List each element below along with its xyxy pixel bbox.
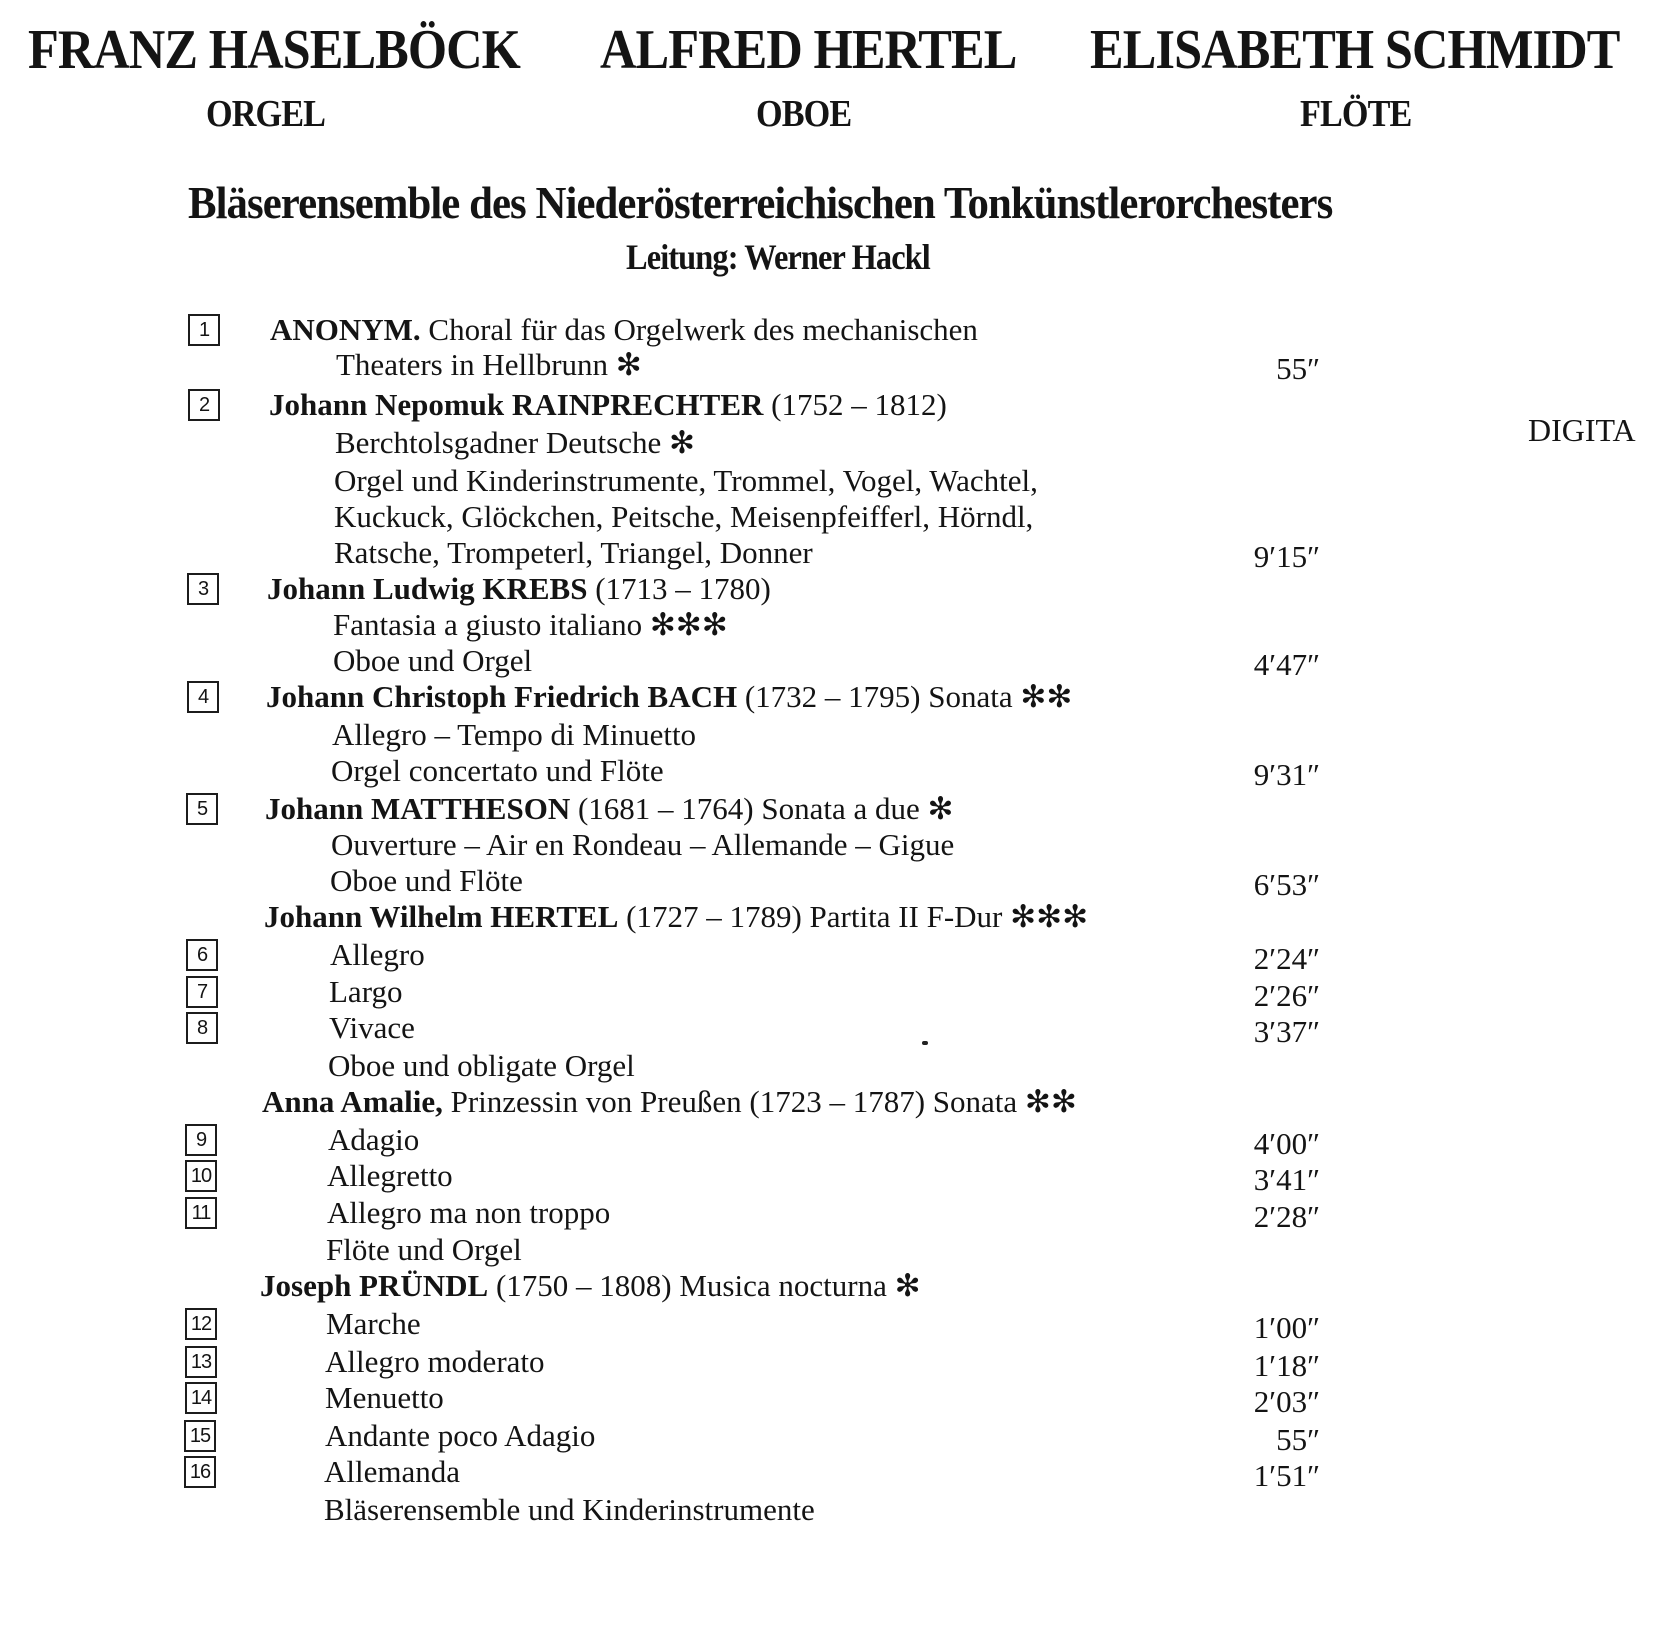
track-entry-line [267,571,771,607]
track-text: Andante poco Adagio [325,1418,596,1453]
track-detail-line [336,347,642,383]
track-duration: 9′31″ [1253,757,1320,792]
track-detail-line [326,1306,421,1342]
track-detail-line [328,1048,635,1084]
track-number-box: 10 [185,1160,217,1192]
track-number-box: 6 [186,939,218,971]
track-text: Fantasia a giusto italiano ✻✻✻ [333,607,728,642]
track-duration: 2′24″ [1253,941,1320,976]
track-text: Oboe und obligate Orgel [328,1048,635,1083]
track-text: Theaters in Hellbrunn ✻ [336,347,642,382]
track-duration: 1′51″ [1253,1458,1320,1493]
composer-name: Johann MATTHESON [265,791,571,826]
side-label: DIGITA [1528,412,1636,448]
track-number-box: 2 [188,389,220,421]
track-number-box: 12 [185,1308,217,1340]
artist-name-organ: FRANZ HASELBÖCK [28,19,520,81]
track-number-box: 15 [184,1420,216,1452]
track-text: Choral für das Orgelwerk des mechanischen [420,312,978,347]
conductor-line: Leitung: Werner Hackl [626,237,930,277]
track-text: Prinzessin von Preußen (1723 – 1787) Sonata ✻✻ [442,1084,1077,1119]
track-text: Kuckuck, Glöckchen, Peitsche, Meisenpfeifferl, Hörndl, [334,499,1034,534]
composer-name: Johann Wilhelm HERTEL [264,899,619,934]
track-number-box: 1 [188,314,220,346]
track-text: Berchtolsgadner Deutsche ✻ [335,425,695,460]
track-detail-line [326,1232,522,1268]
track-number-box: 4 [187,681,219,713]
track-number-box: 11 [185,1197,217,1229]
track-text: Allegro moderato [325,1344,545,1379]
track-entry-line [266,679,1072,715]
track-number-box: 7 [186,976,218,1008]
track-duration: 3′41″ [1253,1162,1320,1197]
track-text: (1681 – 1764) Sonata a due ✻ [570,791,954,826]
track-entry-line [269,387,947,423]
track-duration: 2′26″ [1253,978,1320,1013]
track-text: Allemanda [324,1454,461,1489]
track-text: (1752 – 1812) [763,387,947,422]
track-text: Allegro [330,937,425,972]
track-entry-line [262,1084,1077,1120]
track-entry-line [260,1268,921,1304]
track-detail-line [325,1418,595,1454]
composer-name: Joseph PRÜNDL [260,1268,489,1303]
print-speck [922,1041,928,1045]
track-text: Vivace [329,1010,415,1045]
track-duration: 4′47″ [1253,647,1320,682]
track-text: Ouverture – Air en Rondeau – Allemande – Gigue [331,827,955,862]
track-duration: 9′15″ [1253,539,1320,574]
track-detail-line [332,717,696,753]
track-detail-line [333,643,532,679]
composer-name: Johann Nepomuk RAINPRECHTER [269,387,764,422]
track-text: Largo [329,974,403,1009]
track-detail-line [328,1122,419,1158]
track-text: Marche [326,1306,421,1341]
artist-role-oboe: OBOE [756,93,852,135]
composer-name: Johann Christoph Friedrich BACH [266,679,738,714]
track-detail-line [335,425,695,461]
track-detail-line [325,1380,444,1416]
track-text: Orgel und Kinderinstrumente, Trommel, Vogel, Wachtel, [334,463,1038,498]
track-duration: 1′00″ [1253,1310,1320,1345]
track-detail-line [333,607,728,643]
track-text: Allegro ma non troppo [327,1195,611,1230]
track-detail-line [330,863,523,899]
artist-name-flute: ELISABETH SCHMIDT [1090,19,1620,81]
track-detail-line [329,1010,415,1046]
track-detail-line [324,1454,460,1490]
track-number-box: 16 [184,1456,216,1488]
track-entry-line [265,791,953,827]
track-detail-line [334,535,813,571]
track-number-box: 5 [186,793,218,825]
track-detail-line [324,1492,815,1528]
track-number-box: 14 [185,1382,217,1414]
track-detail-line [331,753,664,789]
track-text: Oboe und Orgel [333,643,533,678]
composer-name: ANONYM. [270,312,421,347]
track-text: Allegro – Tempo di Minuetto [332,717,697,752]
composer-name: Johann Ludwig KREBS [267,571,588,606]
track-duration: 55″ [1276,1422,1320,1457]
track-text: (1732 – 1795) Sonata ✻✻ [737,679,1073,714]
track-entry-line [264,899,1088,935]
track-duration: 2′28″ [1253,1199,1320,1234]
track-duration: 6′53″ [1253,867,1320,902]
artist-name-oboe: ALFRED HERTEL [600,19,1017,81]
track-detail-line [327,1158,453,1194]
track-text: Adagio [328,1122,420,1157]
track-detail-line [325,1344,545,1380]
track-duration: 4′00″ [1253,1126,1320,1161]
artist-role-organ: ORGEL [206,93,326,135]
track-text: Ratsche, Trompeterl, Triangel, Donner [334,535,813,570]
track-text: (1750 – 1808) Musica nocturna ✻ [488,1268,921,1303]
track-detail-line [334,499,1033,535]
track-text: (1713 – 1780) [587,571,771,606]
track-detail-line [331,827,954,863]
track-text: Flöte und Orgel [326,1232,522,1267]
track-text: Orgel concertato und Flöte [331,753,664,788]
track-duration: 55″ [1276,351,1320,386]
artist-role-flute: FLÖTE [1300,93,1412,135]
track-detail-line [329,974,402,1010]
track-text: Bläserensemble und Kinderinstrumente [324,1492,815,1527]
track-duration: 1′18″ [1253,1348,1320,1383]
track-detail-line [330,937,425,973]
track-number-box: 9 [185,1124,217,1156]
track-number-box: 8 [186,1012,218,1044]
track-duration: 3′37″ [1253,1014,1320,1049]
track-entry-line [270,312,978,348]
track-number-box: 13 [185,1346,217,1378]
track-detail-line [327,1195,610,1231]
track-duration: 2′03″ [1253,1384,1320,1419]
track-text: Menuetto [325,1380,444,1415]
track-number-box: 3 [187,573,219,605]
composer-name: Anna Amalie, [262,1084,443,1119]
track-text: (1727 – 1789) Partita II F-Dur ✻✻✻ [618,899,1089,934]
track-text: Allegretto [327,1158,453,1193]
ensemble-title: Bläserensemble des Niederösterreichischen Tonkünstlerorchesters [188,177,1333,228]
track-text: Oboe und Flöte [330,863,523,898]
track-detail-line [334,463,1038,499]
